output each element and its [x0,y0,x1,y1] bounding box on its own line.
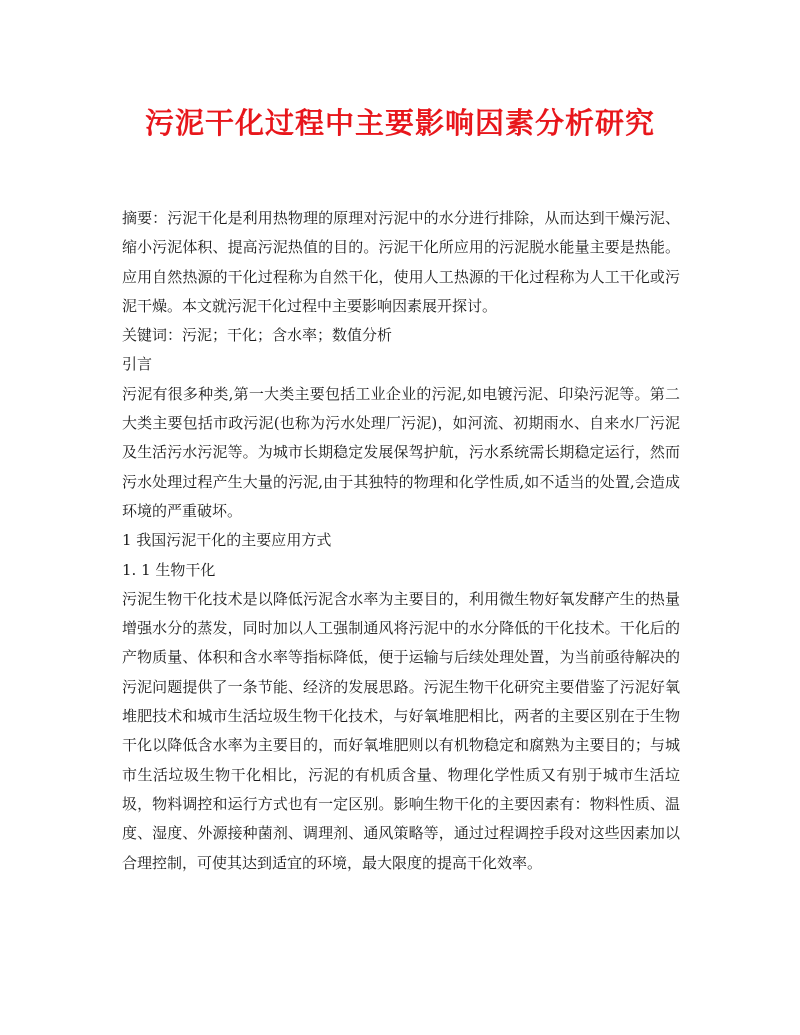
keywords-line: 关键词：污泥；干化；含水率；数值分析 [122,326,393,345]
section-1-1-paragraph: 污泥生物干化技术是以降低污泥含水率为主要目的，利用微生物好氧发酵产生的热量增强水分的蒸发，同时加以人工强制通风将污泥中的水分降低的干化技术。干化后的产物质量、体积和含水率等指标降低，便于运输与后续处理处置，为当前亟待解决的污泥问题提供了一条节能、经济的发展思路。污泥生物干化研究主要借鉴了污泥好氧堆肥技术和城市生活垃圾生物干化技术，与好氧堆肥相比，两者的主要区别在于生物干化以降低含水率为主要目的，而好氧堆肥则以有机物稳定和腐熟为主要目的；与城市生活垃圾生物干化相比，污泥的有机质含量、物理化学性质又有别于城市生活垃圾，物料调控和运行方式也有一定区别。影响生物干化的主要因素有：物料性质、温度、湿度、外源接种菌剂、调理剂、通风策略等，通过过程调控手段对这些因素加以合理控制，可使其达到适宜的环境，最大限度的提高干化效率。 [122,589,680,872]
document-title: 污泥干化过程中主要影响因素分析研究 [144,106,655,140]
abstract-paragraph: 摘要：污泥干化是利用热物理的原理对污泥中的水分进行排除，从而达到干燥污泥、缩小污泥体积、提高污泥热值的目的。污泥干化所应用的污泥脱水能量主要是热能。应用自然热源的干化过程称为自然干化，使用人工热源的干化过程称为人工干化或污泥干燥。本文就污泥干化过程中主要影响因素展开探讨。 [122,209,680,315]
intro-heading: 引言 [122,355,153,374]
intro-paragraph: 污泥有很多种类,第一大类主要包括工业企业的污泥,如电镀污泥、印染污泥等。第二大类主要包括市政污泥(也称为污水处理厂污泥)，如河流、初期雨水、自来水厂污泥及生活污水污泥等。为城市长期稳定发展保驾护航，污水系统需长期稳定运行，然而污水处理过程产生大量的污泥,由于其独特的物理和化学性质,如不适当的处置,会造成环境的严重破坏。 [122,384,680,520]
section-1-heading: 1 我国污泥干化的主要应用方式 [122,531,332,550]
section-1-1-heading: 1. 1 生物干化 [122,560,216,579]
document-body [122,204,680,878]
